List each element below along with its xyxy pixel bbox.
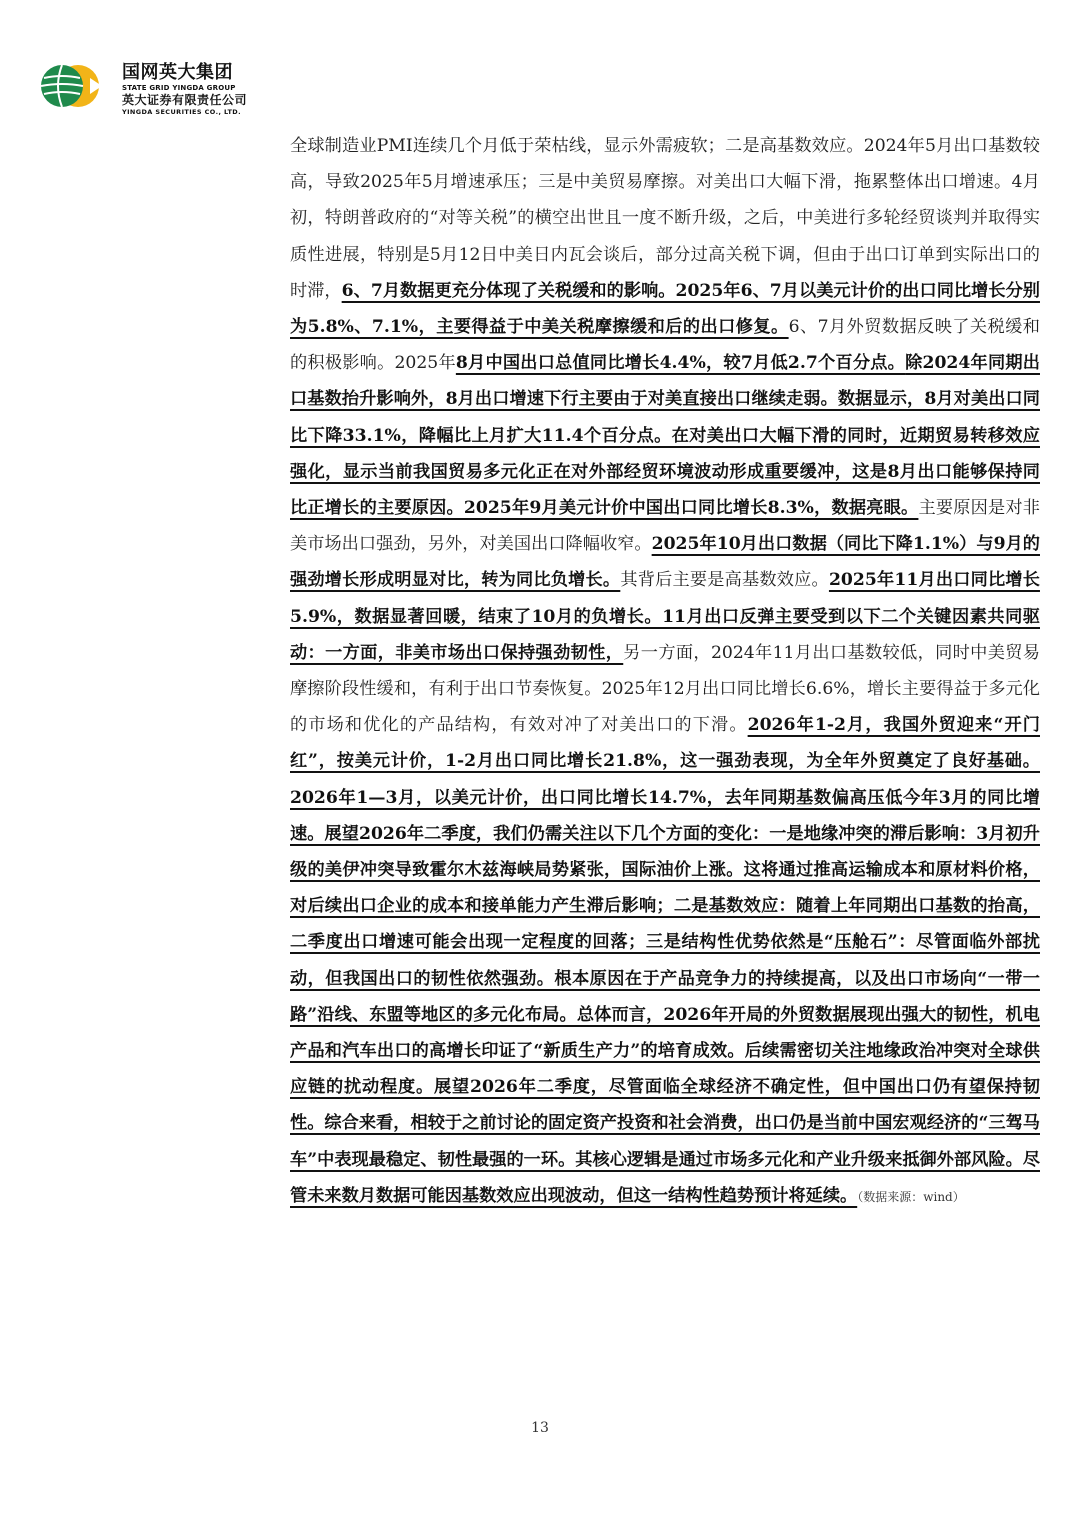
text-run: 全球制造业PMI连续几个月低于荣枯线，显示外需疲软；二是高基数效应。2024年5月出口基数较高，导致2025年5月增速承压；三是中美贸易摩擦。对美出口大幅下滑，拖累整体出口增速。4月初，特朗普政府的“对等关税”的横空出世且一度不断升级，之后，中美进行多轮经贸谈判并取得实质性进展，特别是5月12日中美日内瓦会谈后，部分过高关税下调，但由于出口订单到实际出口的时滞， [290, 136, 1040, 301]
text-run: 6、7月外贸数据反映了关税缓和的积极影响。2025年 [290, 317, 1040, 374]
logo-text [122, 62, 247, 116]
text-run: 另一方面，2024年11月出口基数较低，同时中美贸易摩擦阶段性缓和，有利于出口节奏恢复。2025年12月出口同比增长6.6%，增长主要得益于多元化的市场和优化的产品结构，有效对冲了对美出口的下滑。 [290, 642, 1040, 736]
page-number: 13 [531, 1420, 549, 1436]
text-run: 其背后主要是高基数效应。 [620, 570, 829, 591]
highlight-run: 2025年10月出口数据（同比下降1.1%）与9月的强劲增长形成明显对比，转为同比负增长。 [290, 534, 1040, 591]
brand-name-cn: 国网英大集团 [122, 62, 233, 83]
highlight-run: 6、7月数据更充分体现了关税缓和的影响。2025年6、7月以美元计价的出口同比增长分别为5.8%、7.1%，主要得益于中美关税摩擦缓和后的出口修复。 [290, 280, 1040, 338]
company-logo [40, 64, 114, 108]
highlight-run: 除2024年同期出口基数抬升影响外，8月出口增速下行主要由于对美直接出口继续走弱。数据显示，8月对美出口同比下降33.1%，降幅比上月扩大11.4个百分点。在对美出口大幅下滑的同时，近期贸易转移效应强化，显示当前我国贸易多元化正在对外部经贸环境波动形成重要缓冲，这是8月出口能够保持同比正增长的主要原因。2025年9月美元计价中国出口同比增长8.3%，数据亮眼。 [290, 353, 1040, 519]
highlight-run: 2026年1-2月，我国外贸迎来“开门红”，按美元计价，1-2月出口同比增长21.8%，这一强劲表现，为全年外贸奠定了良好基础。2026年1—3月，以美元计价，出口同比增长14.7%，去年同期基数偏高压低今年3月的同比增速。展望2026年二季度，我们仍需关注以下几个方面的变化：一是地缘冲突的滞后影响：3月初升级的美伊冲突导致霍尔木兹海峡局势紧张，国际油价上涨。这将通过推高运输成本和原材料价格，对后续出口企业的成本和接单能力产生滞后影响；二是基数效应：随着上年同期出口基数的抬高，二季度出口增速可能会出现一定程度的回落；三是结构性优势依然是“压舱石”：尽管面临外部扰动，但我国出口的韧性依然强劲。根本原因在于产品竞争力的持续提高，以及出口市场向“一带一路”沿线、东盟等地区的多元化布局。总体而言，2026年开局的外贸数据展现出强大的韧性，机电产品和汽车出口的高增长印证了“新质生产力”的培育成效。后续需密切关注地缘政治冲突对全球供应链的扰动程度。展望2026年二季度，尽管面临全球经济不确定性，但中国出口仍有望保持韧性。综合来看，相较于之前讨论的固定资产投资和社会消费，出口仍是当前中国宏观经济的“三驾马车”中表现最稳定、韧性最强的一环。其核心逻辑是通过市场多元化和产业升级来抵御外部风险。尽管未来数月数据可能因基数效应出现波动，但这一结构性趋势预计将延续。 [290, 715, 1040, 1206]
brand-name-en: STATE GRID YINGDA GROUP [122, 84, 236, 92]
body-text [290, 128, 1040, 1215]
text-run: 主要原因是对非美市场出口强劲，另外，对美国出口降幅收窄。 [290, 498, 1040, 555]
data-source-note: （数据来源：wind） [857, 1189, 965, 1204]
highlight-run: 8月中国出口总值同比增长4.4%，较7月低2.7个百分点。 [455, 353, 906, 374]
company-name-cn: 英大证券有限责任公司 [122, 93, 248, 107]
header [40, 62, 340, 128]
paragraph [290, 128, 1040, 1215]
company-name-en: YINGDA SECURITIES CO., LTD. [122, 108, 241, 116]
highlight-run: 2025年11月出口同比增长5.9%，数据显著回暖，结束了10月的负增长。11月出口反弹主要受到以下二个关键因素共同驱动：一方面，非美市场出口保持强劲韧性， [290, 570, 1040, 663]
